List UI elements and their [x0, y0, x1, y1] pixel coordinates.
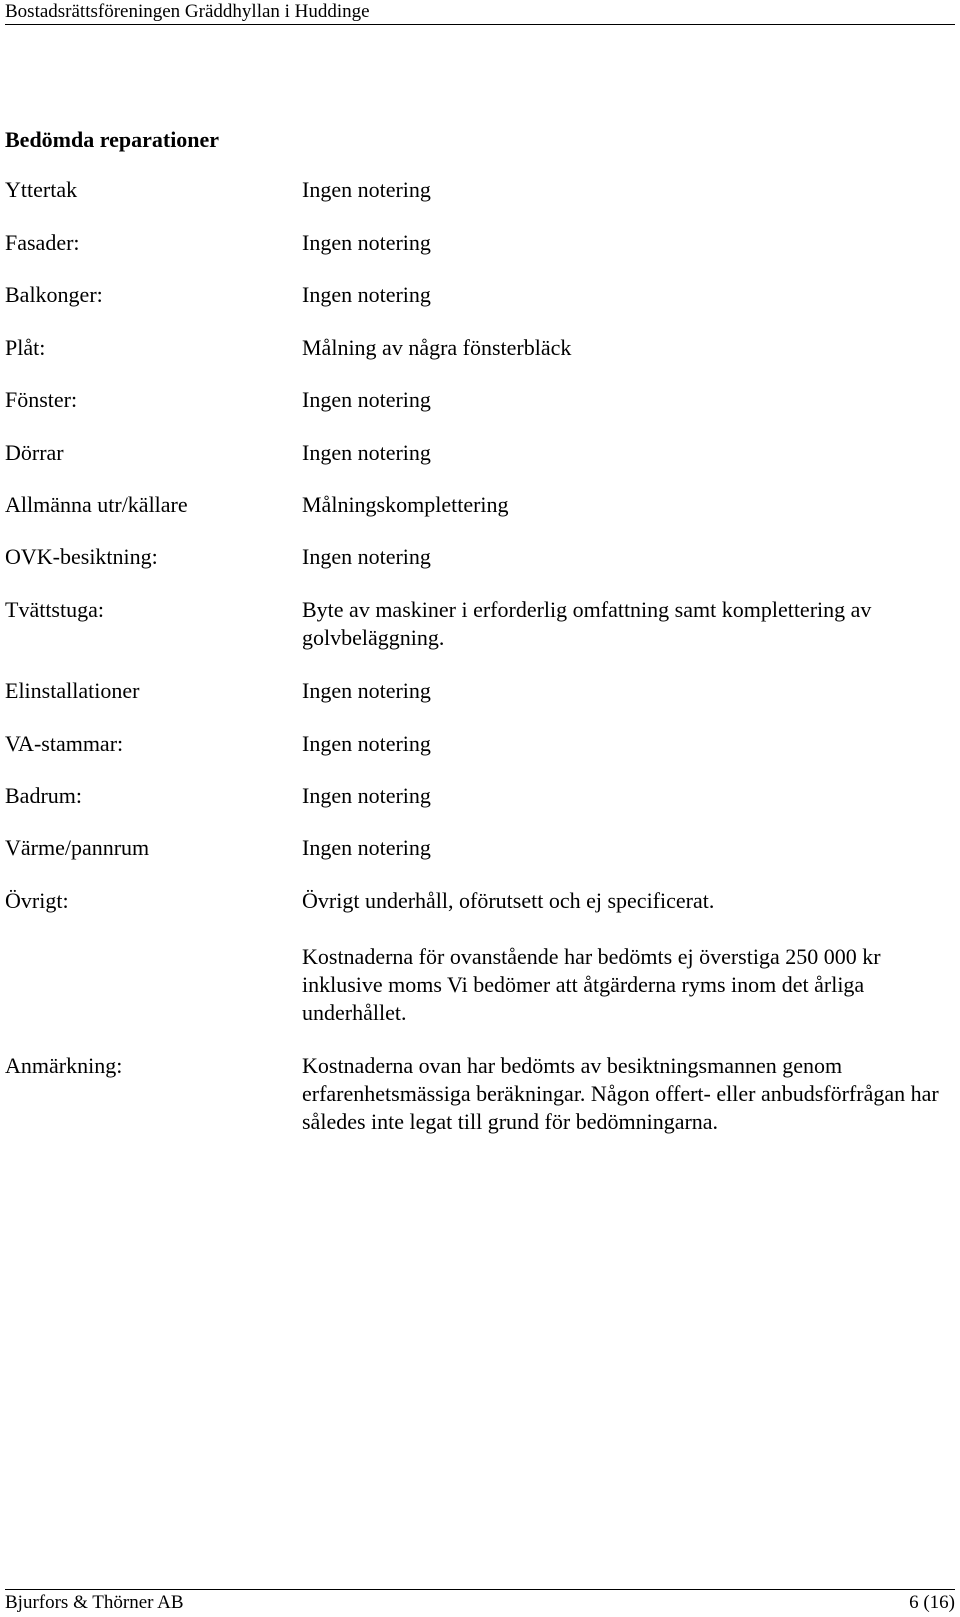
value-varme-pannrum: Ingen notering: [302, 835, 431, 860]
label-dorrar: Dörrar: [5, 440, 64, 465]
label-varme-pannrum: Värme/pannrum: [5, 835, 150, 860]
label-yttertak: Yttertak: [5, 177, 78, 202]
label-badrum: Badrum:: [5, 783, 82, 808]
value-plat: Målning av några fönsterbläck: [302, 335, 572, 360]
value-badrum: Ingen notering: [302, 783, 431, 808]
footer-company: Bjurfors & Thörner AB: [5, 1592, 184, 1613]
value-ovrigt: Övrigt underhåll, oförutsett och ej specificerat.: [302, 888, 715, 913]
label-va-stammar: VA-stammar:: [5, 731, 124, 756]
value-balkonger: Ingen notering: [302, 282, 431, 307]
value-ovk-besiktning: Ingen notering: [302, 544, 431, 569]
value-tvattstuga: Byte av maskiner i erforderlig omfattning samt komplettering av golvbeläggning.: [302, 597, 872, 650]
value-fasader: Ingen notering: [302, 230, 431, 255]
label-tvattstuga: Tvättstuga:: [5, 597, 104, 622]
label-ovrigt: Övrigt:: [5, 888, 69, 913]
value-dorrar: Ingen notering: [302, 440, 431, 465]
value-elinstallationer: Ingen notering: [302, 678, 431, 703]
value-yttertak: Ingen notering: [302, 177, 431, 202]
label-fonster: Fönster:: [5, 387, 78, 412]
remark-text: Kostnaderna ovan har bedömts av besiktningsmannen genom erfarenhetsmässiga beräkningar. Någon offert- eller anbudsförfrågan har således inte legat till grund för bedömningarna.: [302, 1053, 939, 1134]
label-elinstallationer: Elinstallationer: [5, 678, 140, 703]
label-allmanna-utr: Allmänna utr/källare: [5, 492, 188, 517]
header-title: Bostadsrättsföreningen Gräddhyllan i Huddinge: [5, 1, 370, 22]
value-allmanna-utr: Målningskomplettering: [302, 492, 509, 517]
label-ovk-besiktning: OVK-besiktning:: [5, 544, 158, 569]
value-va-stammar: Ingen notering: [302, 731, 431, 756]
label-plat: Plåt:: [5, 335, 46, 360]
page-header: [5, 0, 955, 25]
label-balkonger: Balkonger:: [5, 282, 103, 307]
label-anmarkning: Anmärkning:: [5, 1053, 123, 1078]
label-fasader: Fasader:: [5, 230, 80, 255]
cost-note: Kostnaderna för ovanstående har bedömts ej överstiga 250 000 kr inklusive moms Vi bedömer att åtgärderna ryms inom det årliga underhållet.: [302, 944, 881, 1025]
page-number: 6 (16): [909, 1592, 955, 1613]
value-fonster: Ingen notering: [302, 387, 431, 412]
page-footer: [5, 1589, 955, 1616]
section-title: Bedömda reparationer: [5, 127, 220, 152]
